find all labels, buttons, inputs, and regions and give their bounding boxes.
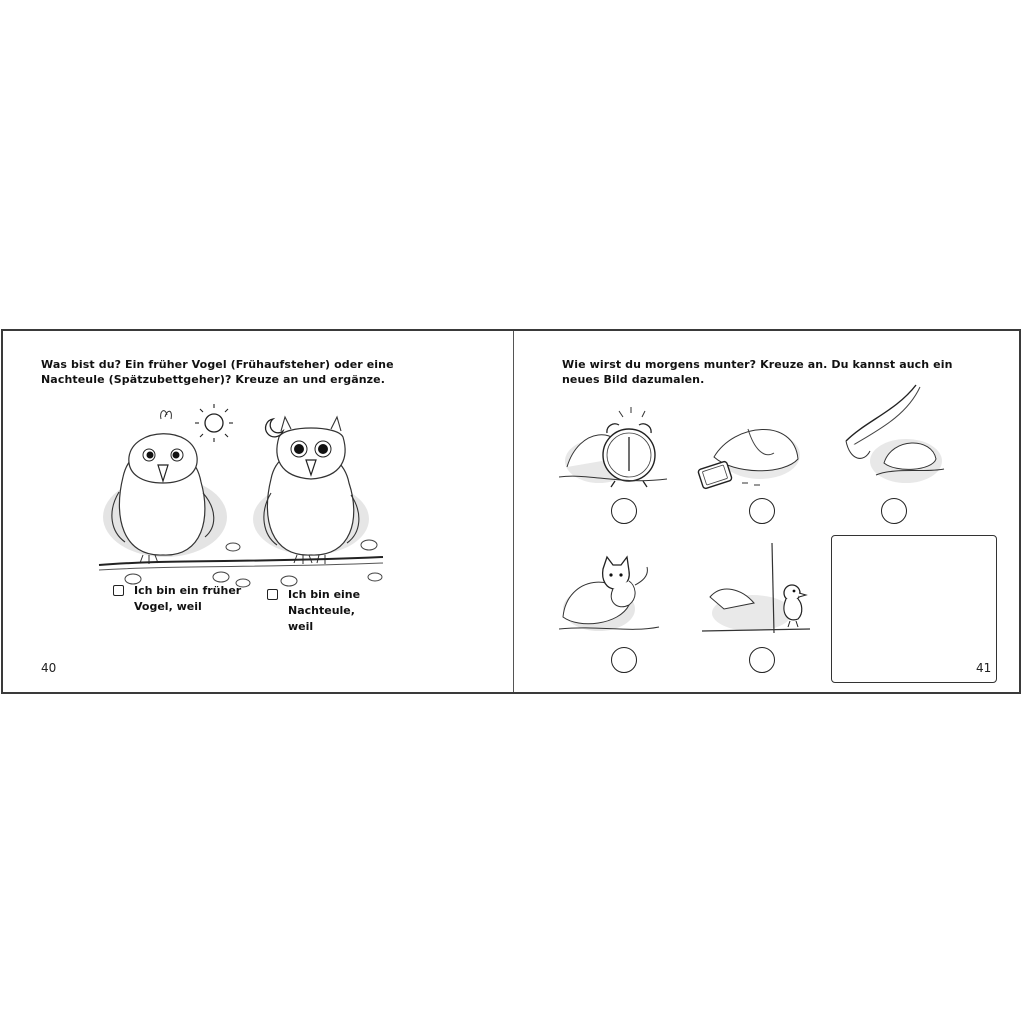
bird-illustration [702,543,812,643]
early-bird-checkbox[interactable] [113,585,124,596]
cat-checkbox[interactable] [611,647,637,673]
birds-on-branch-illustration [93,397,393,597]
left-page [3,331,513,692]
alarm-clock-illustration [559,397,669,497]
book-spread [1,329,1021,694]
cat-illustration [559,545,669,645]
curtain-illustration [836,381,946,491]
smartphone-icon [698,461,733,489]
right-page [514,331,1021,692]
page-number-right: 41 [976,661,992,675]
moon-icon [266,419,283,437]
sun-icon [195,404,233,442]
right-page-prompt: Wie wirst du morgens munter? Kreuze an. Du kannst auch ein neues Bild dazumalen. [562,358,953,386]
curtain-checkbox[interactable] [881,498,907,524]
left-page-prompt: Was bist du? Ein früher Vogel (Frühaufsteher) oder eine Nachteule (Spätzubettgeher)? Kreuze an und ergänze. [41,358,394,386]
night-owl-checkbox[interactable] [267,589,278,600]
night-owl-choice [267,587,383,635]
night-owl-illustration [264,417,359,564]
smartphone-checkbox[interactable] [749,498,775,524]
page-number-left: 40 [41,661,57,675]
drawing-box[interactable] [831,535,997,683]
bird-checkbox[interactable] [749,647,775,673]
night-owl-label: Ich bin eine Nachteule, weil [288,588,361,633]
smartphone-illustration [694,409,804,499]
alarm-clock-checkbox[interactable] [611,498,637,524]
early-bird-choice [113,583,244,615]
early-bird-label: Ich bin ein früher Vogel, weil [134,584,242,613]
